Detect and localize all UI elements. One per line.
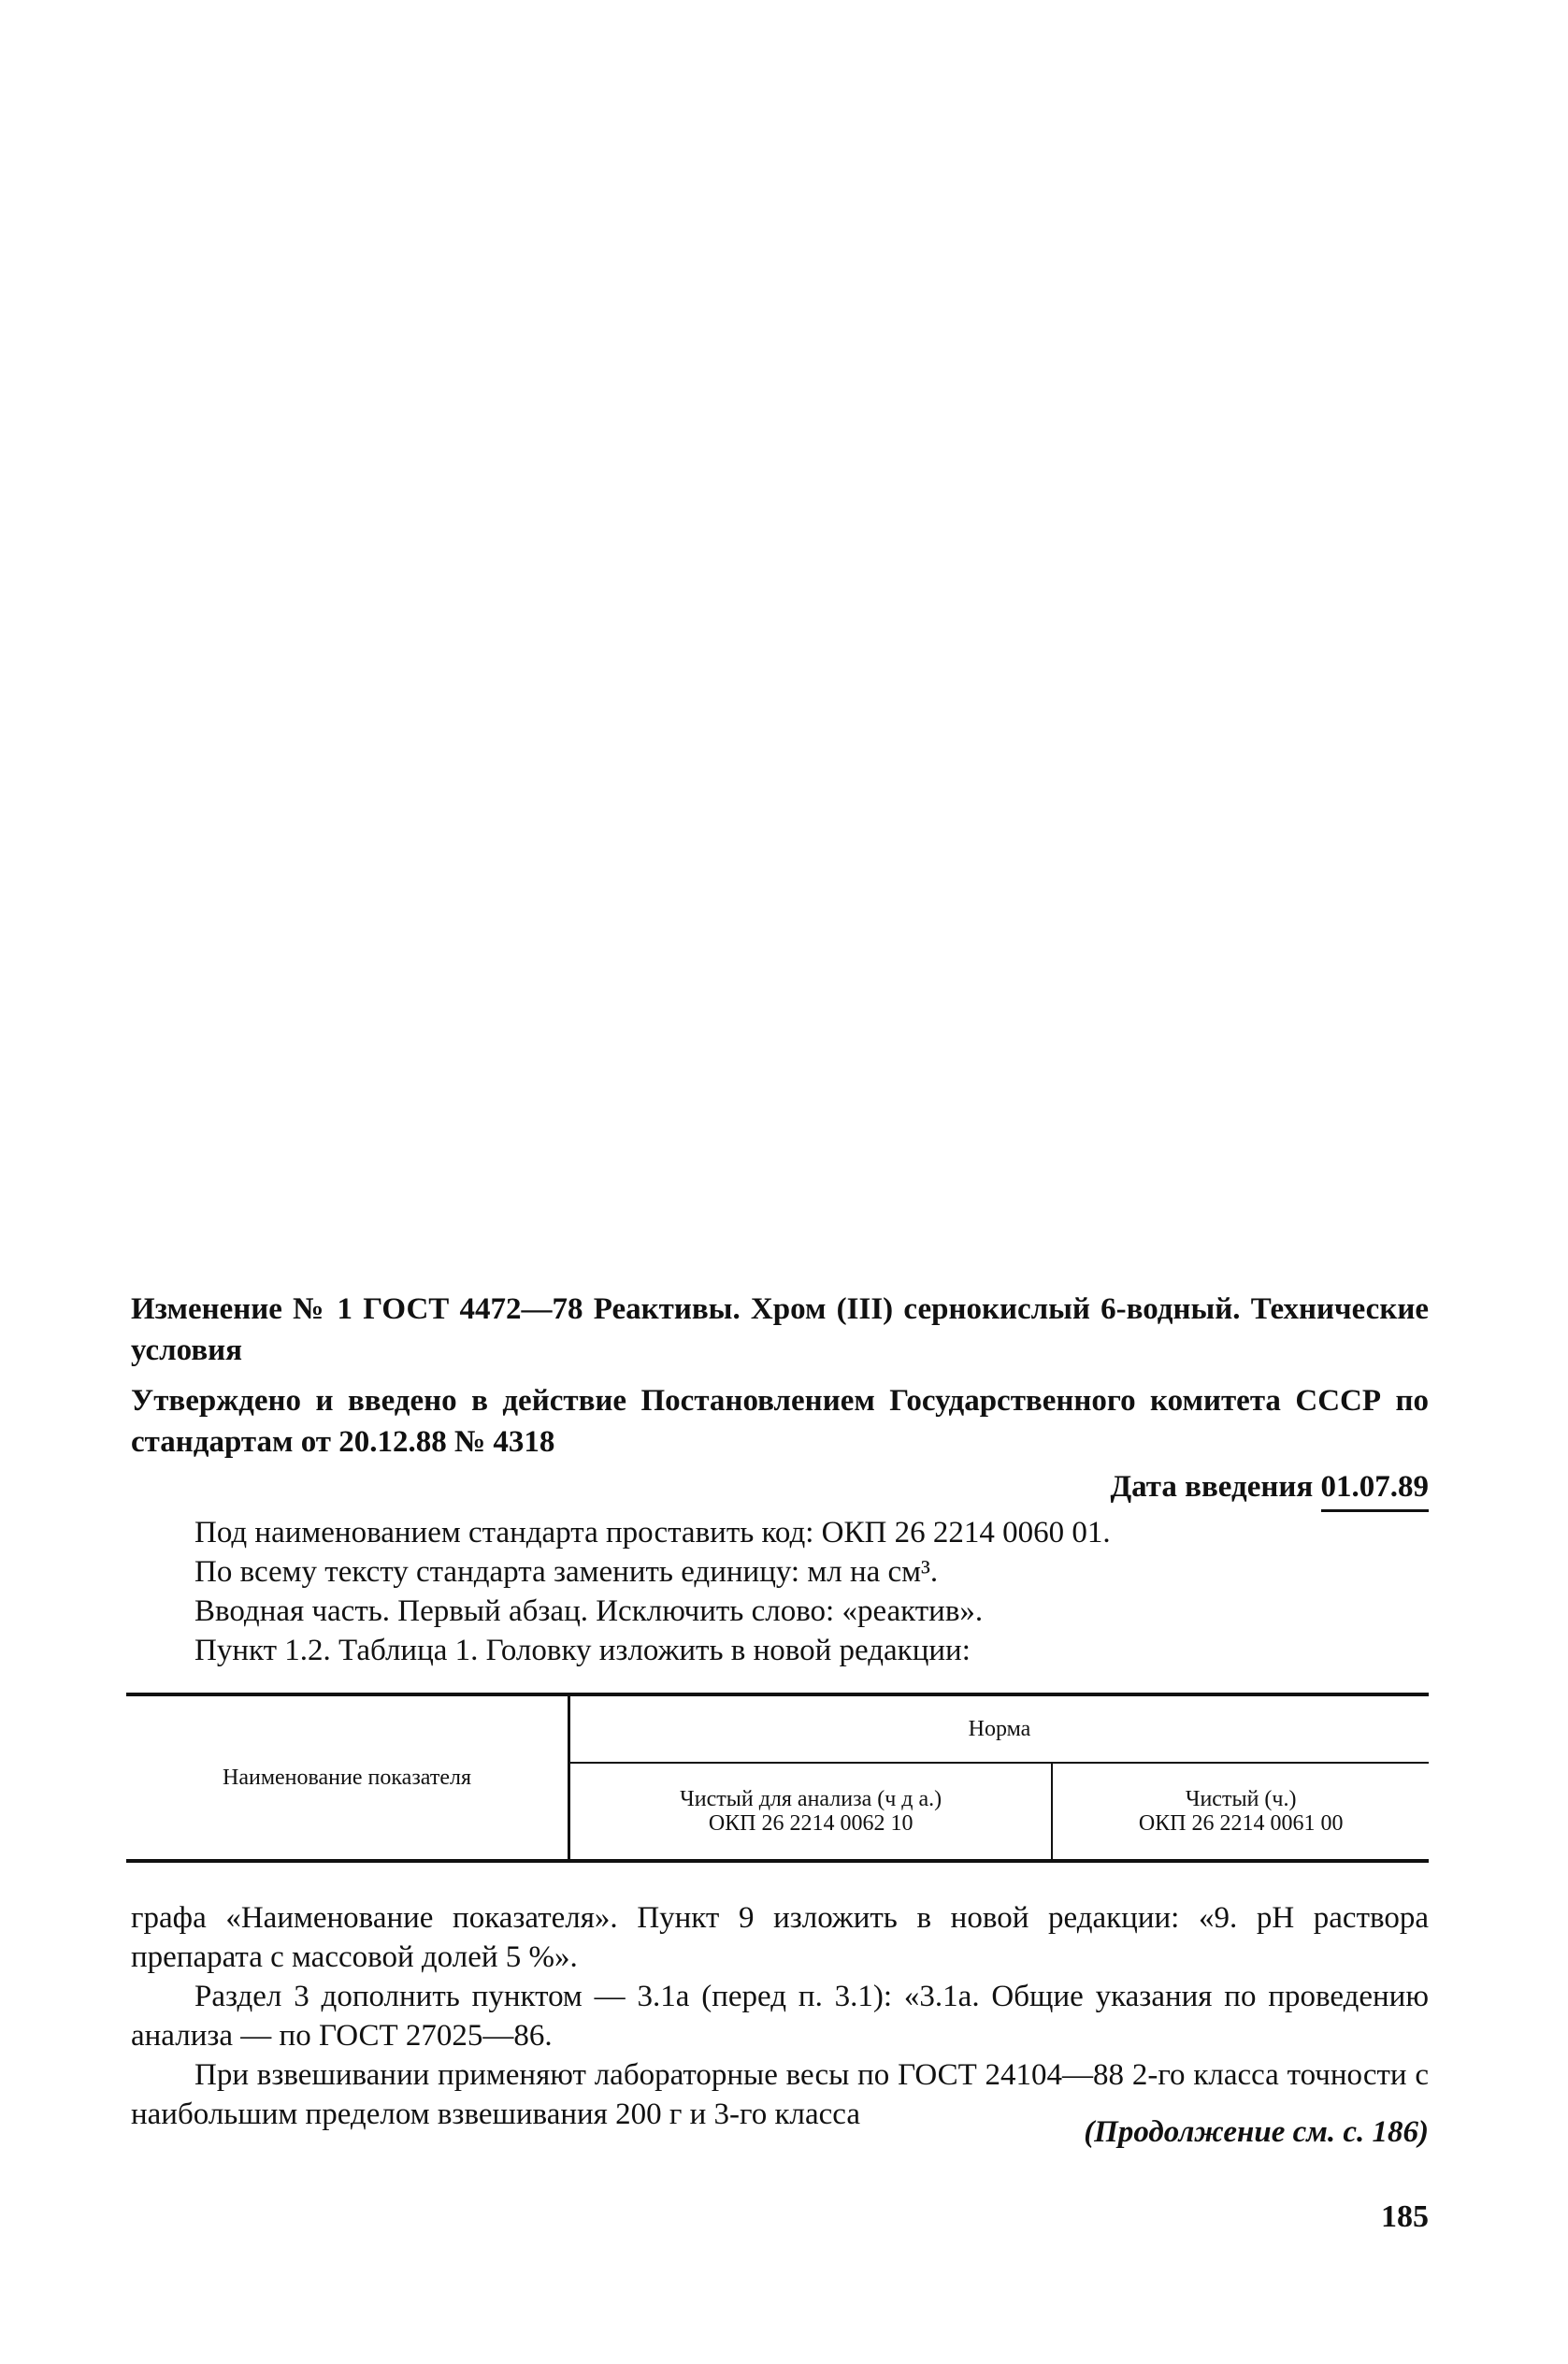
instruction-line: Пункт 1.2. Таблица 1. Головку изложить в новой редакции: [194,1634,971,1667]
introduction-date [131,1466,1429,1512]
continuation-note: (Продолжение см. с. 186) [1084,2115,1429,2149]
instruction-line: По всему тексту стандарта заменить единицу: мл на см³. [194,1555,939,1589]
pure-grade-label: Чистый (ч.) [1185,1787,1297,1811]
norm-table [126,1693,1429,1863]
introduction-date-label: Дата введения [1110,1470,1314,1504]
analytical-grade-code: ОКП 26 2214 0062 10 [708,1811,913,1836]
table-header-block [126,1693,1429,1863]
column-indicator-name: Наименование показателя [126,1694,569,1861]
introduction-date-value: 01.07.89 [1321,1466,1430,1512]
approval-statement: Утверждено и введено в действие Постановлением Государственного комитета СССР по стандартам от 20.12.88 № 4318 [131,1384,1429,1459]
amendment-header [131,1289,1429,1512]
page-number: 185 [1381,2199,1429,2234]
paragraph-weighing: При взвешивании применяют лабораторные весы по ГОСТ 24104—88 2-го класса точности с наибольшим пределом взвешивания 200 г и 3-го класса [131,2058,1429,2131]
body-text [131,1898,1429,2134]
column-pure-grade [1052,1763,1429,1861]
column-norm: Норма [569,1694,1430,1763]
instruction-line: Вводная часть. Первый абзац. Исключить слово: «реактив». [194,1594,984,1628]
pure-grade-code: ОКП 26 2214 0061 00 [1138,1811,1344,1836]
instructions-block [194,1513,1429,1670]
column-analytical-grade [569,1763,1053,1861]
paragraph-section-3: Раздел 3 дополнить пунктом — 3.1а (перед п. 3.1): «3.1а. Общие указания по проведению анализа — по ГОСТ 27025—86. [131,1980,1429,2053]
instruction-line: Под наименованием стандарта проставить код: ОКП 26 2214 0060 01. [194,1516,1111,1550]
analytical-grade-label: Чистый для анализа (ч д а.) [680,1787,942,1811]
paragraph-column-note: графа «Наименование показателя». Пункт 9 изложить в новой редакции: «9. pH раствора препарата с массовой долей 5 %». [131,1901,1429,1974]
amendment-title: Изменение № 1 ГОСТ 4472—78 Реактивы. Хром (III) сернокислый 6-водный. Технические условия [131,1292,1429,1367]
